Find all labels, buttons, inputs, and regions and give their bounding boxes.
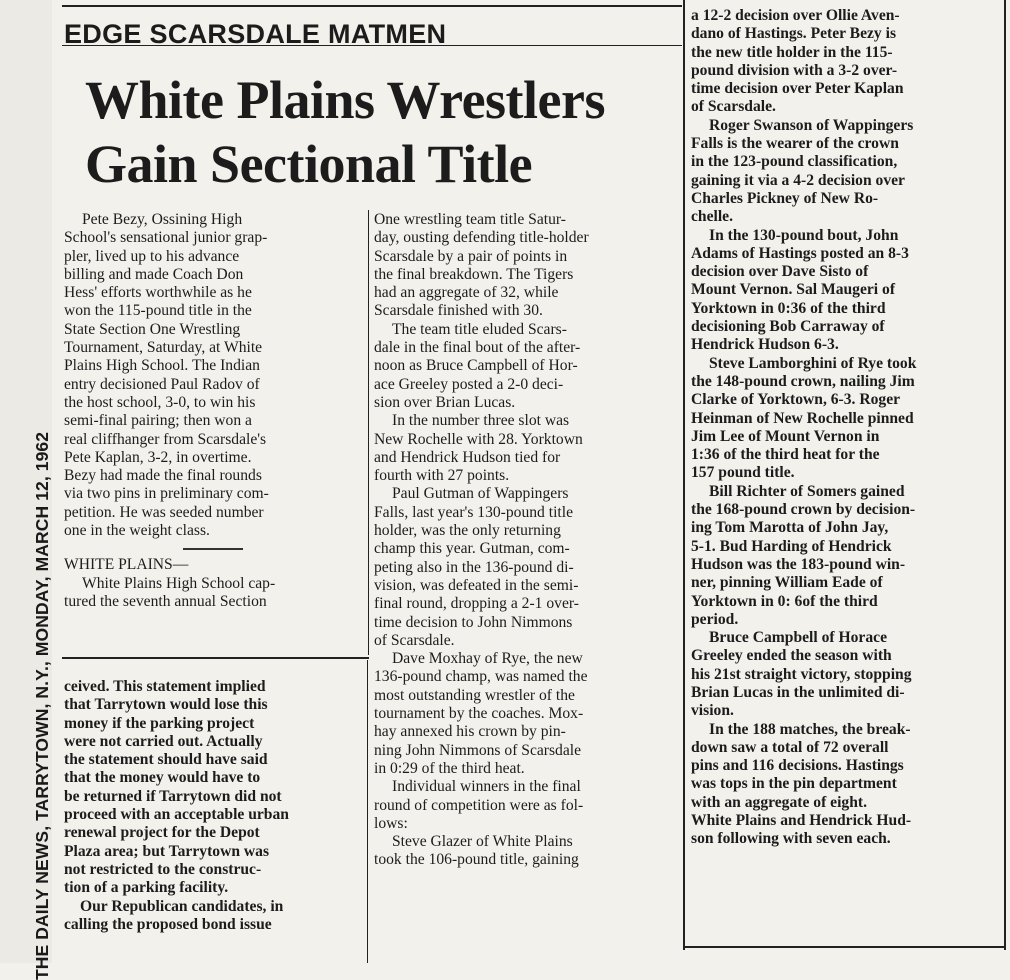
right-border-bottom: [683, 946, 1006, 948]
column-3-line: of Scarsdale.: [691, 98, 776, 116]
adjacent-story-line: the statement should have said: [64, 751, 268, 769]
column-1-line: School's sensational junior grap-: [64, 229, 268, 247]
column-1-line: real cliffhanger from Scarsdale's: [64, 430, 267, 448]
column-1-lead: [64, 575, 362, 612]
column-2-line: 136-pound champ, was named the: [374, 668, 588, 686]
column-3-line: his 21st straight victory, stopping: [691, 665, 912, 683]
dateline-label: WHITE PLAINS—: [64, 556, 189, 574]
column-3-line: Falls is the wearer of the crown: [691, 135, 899, 153]
column-3-line: Adams of Hastings posted an 8-3: [691, 244, 909, 262]
column-1-line: petition. He was seeded number: [64, 503, 264, 521]
column-1-line: one in the weight class.: [64, 522, 210, 540]
column-2-line: hay annexed his crown by pin-: [374, 723, 566, 741]
column-1-line: Bezy had made the final rounds: [64, 467, 262, 485]
column-rule-2: [367, 660, 368, 963]
column-3-line: a 12-2 decision over Ollie Aven-: [691, 7, 900, 24]
column-3-line: 1:36 of the third heat for the: [691, 446, 880, 464]
headline-line-2: Gain Sectional Title: [85, 134, 533, 194]
column-2-line: Steve Glazer of White Plains: [392, 833, 573, 851]
story-kicker: EDGE SCARSDALE MATMEN: [64, 19, 447, 49]
column-3-line: down saw a total of 72 overall: [691, 738, 889, 756]
column-3-line: ing Tom Marotta of John Jay,: [691, 519, 889, 537]
column-1-line: pler, lived up to his advance: [64, 247, 240, 265]
column-2-line: noon as Bruce Campbell of Hor-: [374, 357, 578, 375]
column-3-line: White Plains and Hendrick Hud-: [691, 812, 912, 830]
column-2-line: Falls, last year's 130-pound title: [374, 503, 574, 521]
adjacent-story-line: not restricted to the construc-: [64, 860, 262, 878]
column-3-line: Jim Lee of Mount Vernon in: [691, 427, 880, 445]
column-3-line: decisioning Bob Carraway of: [691, 318, 885, 336]
column-3-line: Roger Swanson of Wappingers: [709, 116, 914, 134]
column-rule-1: [368, 210, 369, 655]
right-border-right: [1004, 0, 1006, 950]
column-1-line: State Section One Wrestling: [64, 320, 241, 338]
column-2-line: champ this year. Gutman, com-: [374, 540, 570, 558]
column-2-line: The team title eluded Scars-: [392, 320, 567, 338]
column-2-line: Scarsdale by a pair of points in: [374, 247, 568, 265]
column-3-line: Bruce Campbell of Horace: [709, 629, 887, 647]
column-3-line: decision over Dave Sisto of: [691, 263, 869, 281]
adjacent-story-line: that the money would have to: [64, 769, 261, 787]
column-2-line: day, ousting defending title-holder: [374, 229, 589, 247]
column-1-line: the host school, 3-0, to win his: [64, 393, 256, 411]
column-3-line: 5-1. Bud Harding of Hendrick: [691, 537, 892, 555]
column-2-line: fourth with 27 points.: [374, 467, 510, 485]
adjacent-story-line: were not carried out. Actually: [64, 732, 263, 750]
column-3-line: Hendrick Hudson 6-3.: [691, 336, 839, 354]
column-3-line: chelle.: [691, 208, 733, 226]
story-break-rule: [62, 657, 369, 659]
column-3-line: Clarke of Yorktown, 6-3. Roger: [691, 391, 901, 409]
column-3-line: the 148-pound crown, nailing Jim: [691, 372, 915, 390]
column-3-line: Steve Lamborghini of Rye took: [709, 354, 917, 372]
column-2-line: final round, dropping a 2-1 over-: [374, 595, 579, 613]
column-3-line: pins and 116 decisions. Hastings: [691, 757, 904, 775]
column-3-line: in the 123-pound classification,: [691, 153, 898, 171]
column-2-line: One wrestling team title Satur-: [374, 211, 566, 228]
column-2-line: Paul Gutman of Wappingers: [392, 485, 569, 503]
column-2-line: Individual winners in the final: [392, 778, 581, 796]
column-1-line: Hess' efforts worthwhile as he: [64, 284, 252, 302]
column-3-line: Brian Lucas in the unlimited di-: [691, 683, 905, 701]
column-3-line: gaining it via a 4-2 decision over: [691, 171, 905, 189]
column-2-line: sion over Brian Lucas.: [374, 393, 516, 411]
column-1-line: Plains High School. The Indian: [64, 357, 260, 375]
column-3-line: time decision over Peter Kaplan: [691, 80, 904, 98]
column-2-line: vision, was defeated in the semi-: [374, 576, 579, 594]
story-headline: [85, 68, 665, 196]
column-3-line: Yorktown in 0:36 of the third: [691, 299, 886, 317]
adjacent-story-line: money if the parking project: [64, 714, 255, 732]
article-column-1: [64, 211, 362, 611]
column-3-line: the new title holder in the 115-: [691, 43, 893, 61]
column-2-line: tournament by the coaches. Mox-: [374, 705, 584, 723]
column-1-line: Tournament, Saturday, at White: [64, 339, 263, 357]
adjacent-story-line: Our Republican candidates, in: [80, 897, 284, 915]
column-2-line: In the number three slot was: [392, 412, 570, 430]
right-border-left: [683, 0, 685, 950]
column-2-line: peting also in the 136-pound di-: [374, 558, 574, 576]
column-3-line: Mount Vernon. Sal Maugeri of: [691, 281, 896, 299]
column-3-line: pound division with a 3-2 over-: [691, 61, 898, 79]
adjacent-story-text: [64, 678, 362, 934]
column-3-line: In the 130-pound bout, John: [709, 226, 899, 244]
column-3-line: Charles Pickney of New Ro-: [691, 189, 879, 207]
column-3-line: ner, pinning William Eade of: [691, 574, 883, 592]
adjacent-story-line: proceed with an acceptable urban: [64, 806, 289, 824]
column-3-line: Bill Richter of Somers gained: [709, 482, 905, 500]
column-1-line: won the 115-pound title in the: [64, 302, 252, 320]
column-3-line: the 168-pound crown by decision-: [691, 501, 916, 519]
column-3-line: was tops in the pin department: [691, 775, 897, 793]
column-2-line: holder, was the only returning: [374, 522, 561, 540]
column-1-lead-line: White Plains High School cap-: [82, 574, 276, 592]
page-dateline: THE DAILY NEWS, TARRYTOWN, N.Y., MONDAY, MARCH 12, 1962: [32, 431, 52, 980]
article-column-2: [374, 211, 676, 870]
column-2-line: round of competition were as fol-: [374, 796, 584, 814]
headline-line-1: White Plains Wrestlers: [85, 70, 605, 130]
article-column-3: [691, 7, 996, 849]
column-3-line: In the 188 matches, the break-: [709, 720, 911, 738]
column-2-line: dale in the final bout of the after-: [374, 339, 581, 357]
adjacent-story-line: renewal project for the Depot: [64, 824, 260, 842]
column-1-line: Pete Kaplan, 3-2, in overtime.: [64, 448, 252, 466]
column-3-line: period.: [691, 610, 739, 628]
column-3-line: Greeley ended the season with: [691, 647, 892, 665]
column-2-line: took the 106-pound title, gaining: [374, 851, 579, 869]
column-3-line: Hudson was the 183-pound win-: [691, 555, 906, 573]
column-2-line: of Scarsdale.: [374, 631, 455, 649]
adjacent-story-line: be returned if Tarrytown did not: [64, 787, 282, 805]
column-3-line: with an aggregate of eight.: [691, 793, 867, 811]
column-1-line: semi-final pairing; then won a: [64, 412, 252, 430]
column-1-line: Pete Bezy, Ossining High: [82, 211, 243, 228]
column-2-line: ning John Nimmons of Scarsdale: [374, 741, 582, 759]
column-2-line: lows:: [374, 814, 408, 832]
column-1-line: entry decisioned Paul Radov of: [64, 375, 260, 393]
column-3-line: son following with seven each.: [691, 830, 891, 848]
column-3-line: 157 pound title.: [691, 464, 795, 482]
column-3-line: Heinman of New Rochelle pinned: [691, 409, 914, 427]
column-2-line: in 0:29 of the third heat.: [374, 759, 525, 777]
column-3-line: vision.: [691, 702, 734, 720]
column-1-body: [64, 211, 362, 540]
column-2-line: time decision to John Nimmons: [374, 613, 573, 631]
top-rule: [62, 5, 682, 7]
column-1-separator: [183, 548, 243, 550]
column-2-line: and Hendrick Hudson tied for: [374, 448, 561, 466]
column-2-line: Scarsdale finished with 30.: [374, 302, 543, 320]
adjacent-story-line: ceived. This statement implied: [64, 678, 266, 695]
column-2-line: most outstanding wrestler of the: [374, 686, 575, 704]
column-2-line: ace Greeley posted a 2-0 deci-: [374, 375, 564, 393]
adjacent-story-line: calling the proposed bond issue: [64, 915, 272, 933]
column-1-line: via two pins in preliminary com-: [64, 485, 269, 503]
column-1-lead-line: tured the seventh annual Section: [64, 592, 267, 610]
column-2-line: the final breakdown. The Tigers: [374, 265, 574, 283]
adjacent-story-line: Plaza area; but Tarrytown was: [64, 842, 270, 860]
column-2-line: Dave Moxhay of Rye, the new: [392, 650, 583, 668]
column-2-line: had an aggregate of 32, while: [374, 284, 559, 302]
adjacent-story-line: tion of a parking facility.: [64, 879, 229, 897]
column-3-line: dano of Hastings. Peter Bezy is: [691, 25, 897, 43]
adjacent-story-line: that Tarrytown would lose this: [64, 696, 268, 714]
column-1-line: billing and made Coach Don: [64, 265, 244, 283]
column-2-line: New Rochelle with 28. Yorktown: [374, 430, 583, 448]
column-3-line: Yorktown in 0: 6of the third: [691, 592, 878, 610]
